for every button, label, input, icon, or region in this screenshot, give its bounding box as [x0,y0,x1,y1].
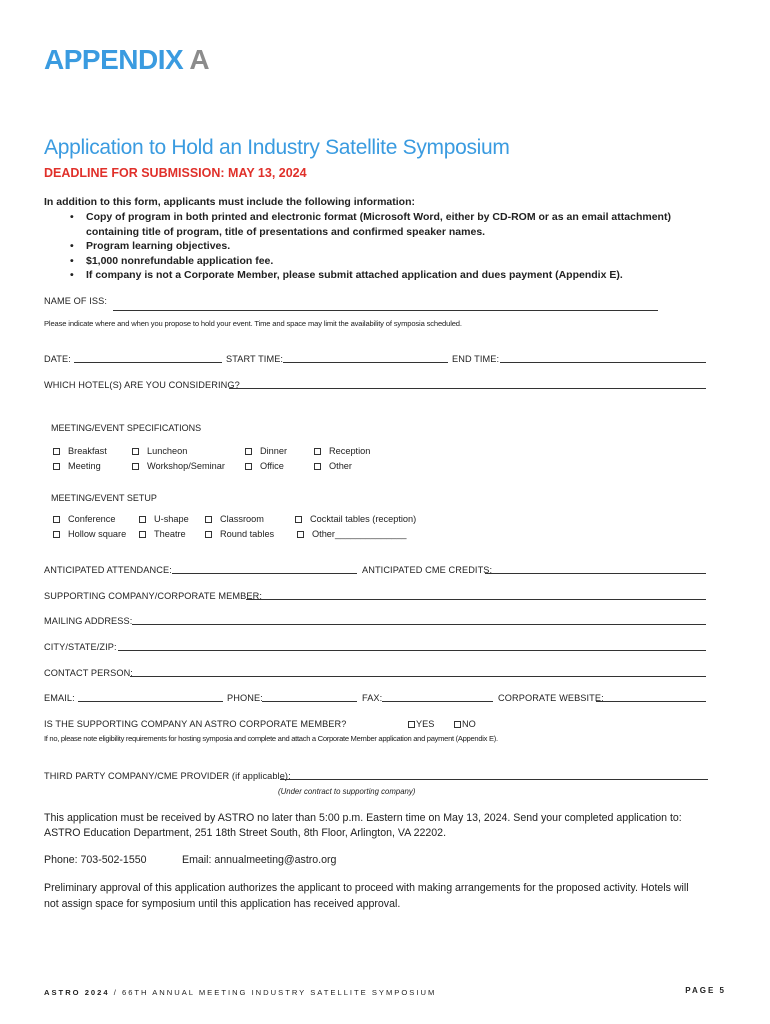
checkbox-icon [297,531,304,538]
corporate-website-field[interactable] [596,701,706,702]
name-of-iss-field[interactable] [113,310,658,311]
appendix-heading [44,44,209,76]
checkbox-icon [205,516,212,523]
checkbox-other[interactable] [314,461,352,471]
checkbox-label: Office [260,461,284,471]
city-state-zip-label: CITY/STATE/ZIP: [44,642,117,652]
requirement-item: • Copy of program in both printed and electronic format (Microsoft Word, either by CD-ROM or as an email attachment) containing title of program, title of presentations and confirmed speaker names. [68,210,708,239]
email-field[interactable] [78,701,223,702]
checkbox-icon [295,516,302,523]
contact-phone: Phone: 703-502-1550 [44,854,147,866]
submission-line-2: ASTRO Education Department, 251 18th Street South, 8th Floor, Arlington, VA 22202. [44,827,447,839]
approval-line-2: not assign space for symposium until this application has received approval. [44,898,401,910]
specs-heading: MEETING/EVENT SPECIFICATIONS [51,423,202,433]
member-note: If no, please note eligibility requirements for hosting symposia and complete and attach a Corporate Member application and payment (Appendix E). [44,734,498,743]
phone-field[interactable] [262,701,357,702]
hotel-field[interactable] [229,388,706,389]
member-question: IS THE SUPPORTING COMPANY AN ASTRO CORPORATE MEMBER? [44,719,347,729]
checkbox-label: Other______________ [312,529,407,539]
checkbox-icon [314,448,321,455]
checkbox-reception[interactable] [314,446,370,456]
checkbox-workshop-seminar[interactable] [132,461,225,471]
checkbox-icon [205,531,212,538]
fax-label: FAX: [362,693,383,703]
checkbox-label: Cocktail tables (reception) [310,514,417,524]
appendix-word: APPENDIX [44,44,184,75]
checkbox-label: Hollow square [68,529,127,539]
hotel-label: WHICH HOTEL(S) ARE YOU CONSIDERING? [44,380,240,390]
checkbox-no[interactable] [454,719,476,729]
checkbox-breakfast[interactable] [53,446,107,456]
cme-credits-field[interactable] [485,573,706,574]
checkbox-classroom[interactable] [205,514,264,524]
checkbox-icon [139,531,146,538]
checkbox-icon [53,516,60,523]
indicate-note: Please indicate where and when you propose to hold your event. Time and space may limit the availability of symposia scheduled. [44,319,462,328]
deadline-text: DEADLINE FOR SUBMISSION: MAY 13, 2024 [44,166,307,180]
name-of-iss-label: NAME OF ISS: [44,296,107,306]
checkbox-icon [53,463,60,470]
checkbox-label: Reception [329,446,371,456]
supporting-company-field[interactable] [246,599,706,600]
date-label: DATE: [44,354,71,364]
checkbox-icon [245,448,252,455]
attendance-field[interactable] [172,573,357,574]
checkbox-label: Workshop/Seminar [147,461,225,471]
checkbox-label: Round tables [220,529,275,539]
checkbox-label: Conference [68,514,116,524]
corporate-website-label: CORPORATE WEBSITE: [498,693,604,703]
checkbox-setup-other[interactable] [297,529,407,539]
mailing-address-field[interactable] [132,624,706,625]
checkbox-icon [53,531,60,538]
checkbox-label: Theatre [154,529,186,539]
checkbox-label: Breakfast [68,446,107,456]
supporting-company-label: SUPPORTING COMPANY/CORPORATE MEMBER: [44,591,262,601]
contact-person-label: CONTACT PERSON: [44,668,133,678]
checkbox-cocktail-tables[interactable] [295,514,416,524]
footer-title: 66TH ANNUAL MEETING INDUSTRY SATELLITE SYMPOSIUM [121,988,437,997]
appendix-letter: A [189,44,210,75]
checkbox-hollow-square[interactable] [53,529,126,539]
checkbox-label: Classroom [220,514,264,524]
requirements-list [68,210,708,283]
third-party-note: (Under contract to supporting company) [278,787,416,796]
phone-label: PHONE: [227,693,263,703]
requirement-item: • Program learning objectives. [68,239,708,254]
checkbox-round-tables[interactable] [205,529,274,539]
attendance-label: ANTICIPATED ATTENDANCE: [44,565,172,575]
footer-separator: / [113,988,118,997]
third-party-field[interactable] [280,779,708,780]
contact-email: Email: annualmeeting@astro.org [182,854,337,866]
checkbox-icon [132,463,139,470]
footer-brand: ASTRO 2024 [44,988,110,997]
contact-person-field[interactable] [130,676,706,677]
submission-line-1: This application must be received by ASTRO no later than 5:00 p.m. Eastern time on May 13, 2024. Send your completed application to: [44,812,682,824]
checkbox-meeting[interactable] [53,461,101,471]
checkbox-icon [408,721,415,728]
requirements-intro: In addition to this form, applicants must include the following information: [44,196,415,208]
checkbox-luncheon[interactable] [132,446,187,456]
footer-text [44,988,436,997]
end-time-label: END TIME: [452,354,500,364]
checkbox-icon [454,721,461,728]
requirement-item: • If company is not a Corporate Member, please submit attached application and dues payment (Appendix E). [68,268,708,283]
checkbox-conference[interactable] [53,514,116,524]
checkbox-yes[interactable] [408,719,434,729]
checkbox-icon [53,448,60,455]
start-time-label: START TIME: [226,354,284,364]
checkbox-label: Other [329,461,352,471]
checkbox-icon [139,516,146,523]
setup-heading: MEETING/EVENT SETUP [51,493,157,503]
checkbox-office[interactable] [245,461,284,471]
checkbox-icon [132,448,139,455]
start-time-field[interactable] [283,362,448,363]
third-party-label: THIRD PARTY COMPANY/CME PROVIDER (if applicable): [44,771,291,781]
checkbox-label: U-shape [154,514,189,524]
city-state-zip-field[interactable] [118,650,706,651]
checkbox-label: Meeting [68,461,101,471]
checkbox-theatre[interactable] [139,529,186,539]
date-field[interactable] [74,362,222,363]
checkbox-label: Luncheon [147,446,188,456]
checkbox-icon [245,463,252,470]
checkbox-icon [314,463,321,470]
approval-line-1: Preliminary approval of this application authorizes the applicant to proceed with making arrangements for the proposed activity. Hotels will [44,882,689,894]
checkbox-u-shape[interactable] [139,514,189,524]
checkbox-label: YES [416,719,435,729]
mailing-address-label: MAILING ADDRESS: [44,616,133,626]
fax-field[interactable] [382,701,493,702]
end-time-field[interactable] [500,362,706,363]
email-label: EMAIL: [44,693,75,703]
requirement-item: • $1,000 nonrefundable application fee. [68,254,708,269]
cme-credits-label: ANTICIPATED CME CREDITS: [362,565,493,575]
checkbox-label: NO [462,719,476,729]
checkbox-label: Dinner [260,446,288,456]
page-number: PAGE 5 [685,986,726,995]
page-title: Application to Hold an Industry Satellite Symposium [44,136,510,159]
checkbox-dinner[interactable] [245,446,287,456]
